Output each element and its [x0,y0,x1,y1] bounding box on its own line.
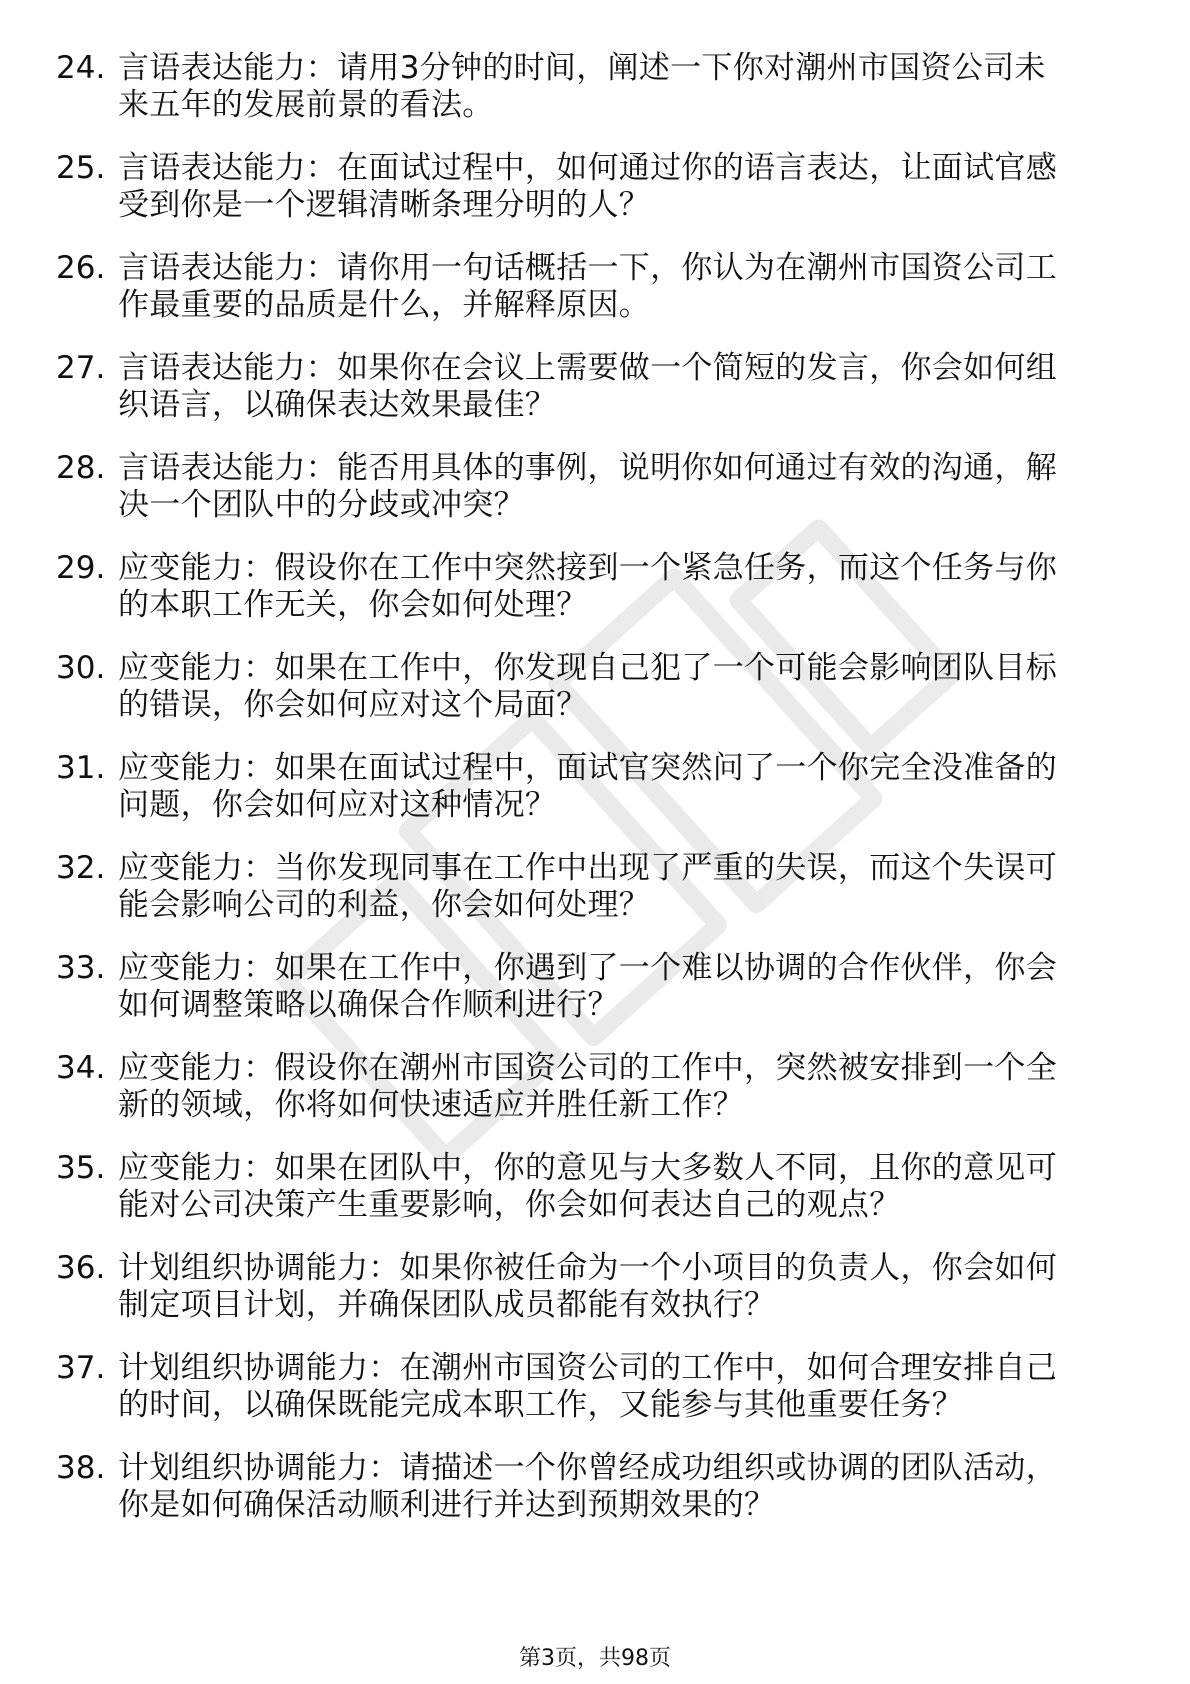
question-item [0,350,1190,434]
question-text: 应变能力：如果在面试过程中，面试官突然问了一个你完全没准备的问题，你会如何应对这种情况？ [118,750,1057,823]
question-number: 38. [56,1450,106,1486]
question-number: 29. [56,550,106,586]
page-footer [0,1645,1190,1673]
question-text: 计划组织协调能力：如果你被任命为一个小项目的负责人，你会如何制定项目计划，并确保团队成员都能有效执行？ [118,1250,1057,1323]
question-number: 35. [56,1150,106,1186]
question-number: 30. [56,650,106,686]
question-item [0,850,1190,934]
question-item [0,1350,1190,1434]
question-number: 37. [56,1350,106,1386]
question-text: 言语表达能力：能否用具体的事例，说明你如何通过有效的沟通，解决一个团队中的分歧或冲突？ [118,450,1057,523]
question-number: 25. [56,150,106,186]
question-text: 应变能力：如果在工作中，你遇到了一个难以协调的合作伙伴，你会如何调整策略以确保合作顺利进行？ [118,950,1057,1023]
question-item [0,150,1190,234]
question-text: 言语表达能力：如果你在会议上需要做一个简短的发言，你会如何组织语言，以确保表达效果最佳？ [118,350,1057,423]
question-item [0,1050,1190,1134]
question-item [0,250,1190,334]
question-item [0,650,1190,734]
question-number: 36. [56,1250,106,1286]
question-number: 28. [56,450,106,486]
question-text: 计划组织协调能力：请描述一个你曾经成功组织或协调的团队活动，你是如何确保活动顺利进行并达到预期效果的？ [118,1450,1057,1523]
question-text: 计划组织协调能力：在潮州市国资公司的工作中，如何合理安排自己的时间，以确保既能完成本职工作，又能参与其他重要任务？ [118,1350,1057,1423]
question-item [0,550,1190,634]
question-item [0,950,1190,1034]
question-text: 应变能力：当你发现同事在工作中出现了严重的失误，而这个失误可能会影响公司的利益，你会如何处理？ [118,850,1057,923]
question-text: 应变能力：假设你在潮州市国资公司的工作中，突然被安排到一个全新的领域，你将如何快速适应并胜任新工作？ [118,1050,1057,1123]
question-item [0,1150,1190,1234]
question-text: 应变能力：如果在团队中，你的意见与大多数人不同，且你的意见可能对公司决策产生重要影响，你会如何表达自己的观点？ [118,1150,1057,1223]
question-item [0,50,1190,134]
page-indicator: 第3页，共98页 [519,1646,671,1671]
question-number: 31. [56,750,106,786]
question-number: 34. [56,1050,106,1086]
question-number: 26. [56,250,106,286]
question-text: 应变能力：如果在工作中，你发现自己犯了一个可能会影响团队目标的错误，你会如何应对这个局面？ [118,650,1057,723]
question-list [0,50,1190,1550]
question-text: 言语表达能力：在面试过程中，如何通过你的语言表达，让面试官感受到你是一个逻辑清晰条理分明的人？ [118,150,1057,223]
question-number: 33. [56,950,106,986]
question-item [0,750,1190,834]
question-text: 言语表达能力：请用3分钟的时间，阐述一下你对潮州市国资公司未来五年的发展前景的看法。 [118,50,1046,123]
question-item [0,450,1190,534]
question-text: 言语表达能力：请你用一句话概括一下，你认为在潮州市国资公司工作最重要的品质是什么，并解释原因。 [118,250,1057,323]
question-item [0,1250,1190,1334]
question-text: 应变能力：假设你在工作中突然接到一个紧急任务，而这个任务与你的本职工作无关，你会如何处理？ [118,550,1057,623]
question-number: 32. [56,850,106,886]
question-number: 24. [56,50,106,86]
question-number: 27. [56,350,106,386]
question-item [0,1450,1190,1534]
